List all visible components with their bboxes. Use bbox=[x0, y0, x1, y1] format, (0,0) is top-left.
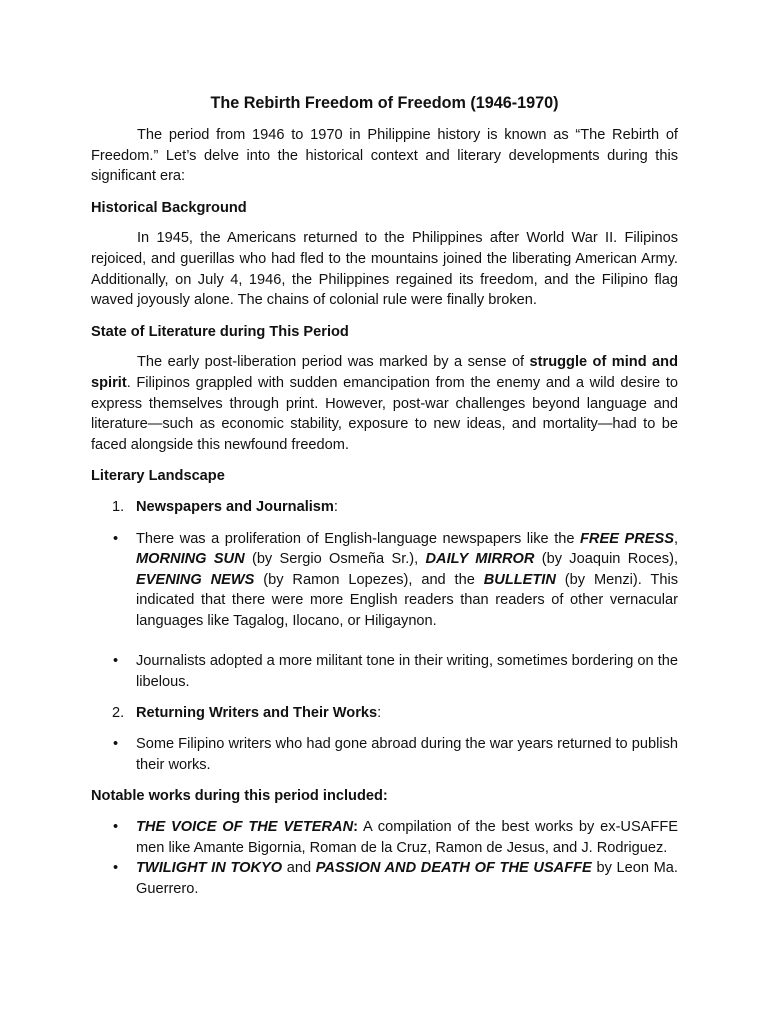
work-title: TWILIGHT IN TOKYO bbox=[136, 860, 283, 877]
newspaper-name: BULLETIN bbox=[483, 571, 556, 588]
work-title: PASSION AND DEATH OF THE USAFFE bbox=[315, 860, 592, 877]
newspaper-name: DAILY MIRROR bbox=[425, 551, 535, 568]
work-description: A compilation of the best works by ex-USAFFE men like Amante Bigornia, Roman de la Cruz, Ramon de Jesus, and J. Rodriguez. bbox=[136, 819, 678, 856]
text-run: , bbox=[673, 530, 679, 547]
bullet-icon: • bbox=[113, 736, 119, 753]
bullet-text: Some Filipino writers who had gone abroad during the war years returned to publish their works. bbox=[136, 736, 678, 773]
bullet-voice-of-the-veteran bbox=[91, 817, 678, 858]
bullet-journalists-tone bbox=[91, 651, 678, 692]
label-suffix: : bbox=[377, 704, 382, 721]
bullet-text: Journalists adopted a more militant tone in their writing, sometimes bordering on the libelous. bbox=[136, 653, 678, 691]
work-title-colon: : bbox=[353, 819, 358, 836]
numbered-item-returning-writers bbox=[91, 703, 678, 724]
text-run: There was a proliferation of English-language newspapers like the bbox=[136, 530, 581, 547]
bullet-returning-writers bbox=[91, 734, 678, 775]
heading-literary-landscape: Literary Landscape bbox=[91, 468, 225, 485]
heading-state-of-literature: State of Literature during This Period bbox=[91, 323, 349, 340]
text-run: The early post-liberation period was marked by a sense of bbox=[137, 354, 530, 371]
numbered-item-newspapers bbox=[91, 497, 678, 518]
bullet-icon: • bbox=[113, 860, 119, 877]
bullet-newspapers-proliferation bbox=[91, 529, 678, 632]
newspaper-name: MORNING SUN bbox=[136, 551, 245, 568]
text-run: (by Sergio Osmeña Sr.), bbox=[244, 551, 426, 568]
bullet-icon: • bbox=[113, 819, 119, 836]
text-run: (by Menzi). This indicated that there were more English readers than readers of other vernacular languages like Tagalog, Ilocano, or Hiligaynon. bbox=[136, 571, 678, 629]
work-title: THE VOICE OF THE VETERAN bbox=[136, 819, 354, 836]
text-run: (by Ramon Lopezes), and the bbox=[254, 571, 484, 588]
bullet-icon: • bbox=[113, 653, 119, 670]
label-suffix: : bbox=[333, 498, 338, 515]
heading-historical-background: Historical Background bbox=[91, 199, 247, 216]
bullet-twilight-in-tokyo bbox=[91, 858, 678, 899]
list-number: 1. bbox=[112, 498, 125, 515]
list-number: 2. bbox=[112, 704, 125, 721]
bold-phrase: struggle of mind and spirit bbox=[91, 354, 678, 391]
numbered-item-label: Returning Writers and Their Works bbox=[136, 704, 378, 721]
newspaper-name: EVENING NEWS bbox=[136, 571, 255, 588]
intro-paragraph: The period from 1946 to 1970 in Philippine history is known as “The Rebirth of Freedom.” Let’s delve into the historical context and literary developments during this significant era: bbox=[91, 127, 678, 185]
heading-notable-works: Notable works during this period included: bbox=[91, 788, 388, 805]
bullet-icon: • bbox=[113, 530, 119, 547]
document-title: The Rebirth Freedom of Freedom (1946-1970) bbox=[210, 94, 559, 112]
text-run: (by Joaquin Roces), bbox=[534, 551, 679, 568]
text-run: and bbox=[282, 860, 316, 877]
historical-background-paragraph: In 1945, the Americans returned to the Philippines after World War II. Filipinos rejoiced, and guerillas who had fled to the mountains joined the liberating American Army. Additionally, on July 4, 1946, the Philippines regained its freedom, and the Filipino flag waved joyously alone. The chains of colonial rule were finally broken. bbox=[91, 230, 678, 309]
numbered-item-label: Newspapers and Journalism bbox=[136, 498, 334, 515]
state-of-literature-paragraph bbox=[91, 352, 678, 455]
work-description: by Leon Ma. Guerrero. bbox=[136, 860, 678, 897]
text-run: . Filipinos grappled with sudden emancipation from the enemy and a wild desire to express themselves through print. However, post-war challenges beyond language and literature—such as economic stability, exposure to new ideas, and mortality—had to be faced alongside this newfound freedom. bbox=[91, 374, 678, 453]
newspaper-name: FREE PRESS bbox=[580, 530, 674, 547]
